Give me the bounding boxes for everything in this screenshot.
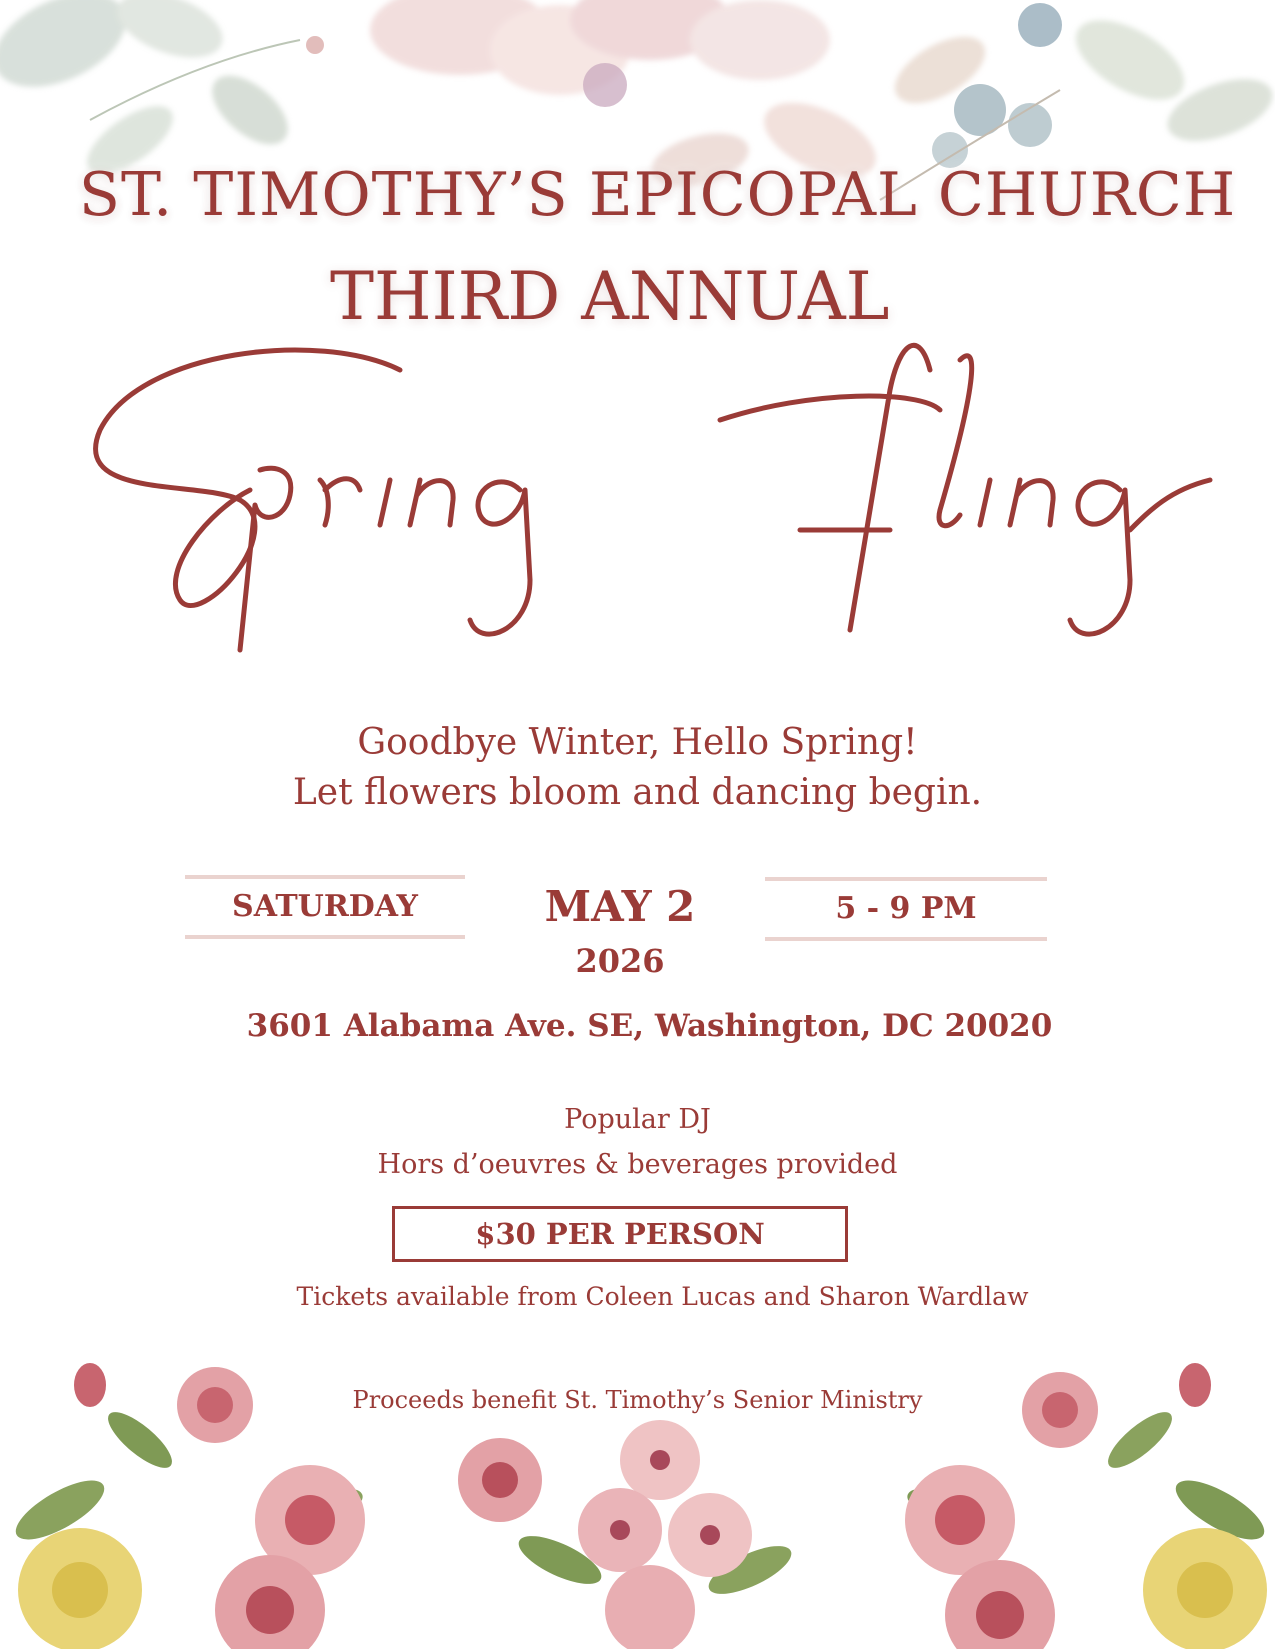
ticket-price: $30 PER PERSON — [392, 1206, 848, 1262]
event-title-text: Spring Fling — [608, 672, 672, 683]
event-time: 5 - 9 PM — [835, 891, 977, 926]
perk-food: Hors d’oeuvres & beverages provided — [377, 1149, 898, 1180]
perk-dj: Popular DJ — [564, 1104, 711, 1135]
event-year: 2026 — [575, 942, 665, 980]
tagline-line-1: Goodbye Winter, Hello Spring! — [357, 722, 918, 763]
tagline — [0, 718, 1275, 818]
ticket-info: Tickets available from Coleen Lucas and Sharon Wardlaw — [296, 1282, 1029, 1311]
tagline-line-2: Let flowers bloom and dancing begin. — [292, 772, 983, 813]
event-day: SATURDAY — [232, 889, 418, 924]
church-name: ST. TIMOTHY’S EPICOPAL CHURCH — [78, 160, 1237, 230]
spring-fling-script-title — [60, 330, 1220, 690]
event-date: MAY 2 — [544, 882, 696, 931]
event-address: 3601 Alabama Ave. SE, Washington, DC 20020 — [246, 1008, 1053, 1044]
proceeds-note: Proceeds benefit St. Timothy’s Senior Ministry — [352, 1386, 923, 1414]
event-subtitle: THIRD ANNUAL — [330, 258, 890, 335]
